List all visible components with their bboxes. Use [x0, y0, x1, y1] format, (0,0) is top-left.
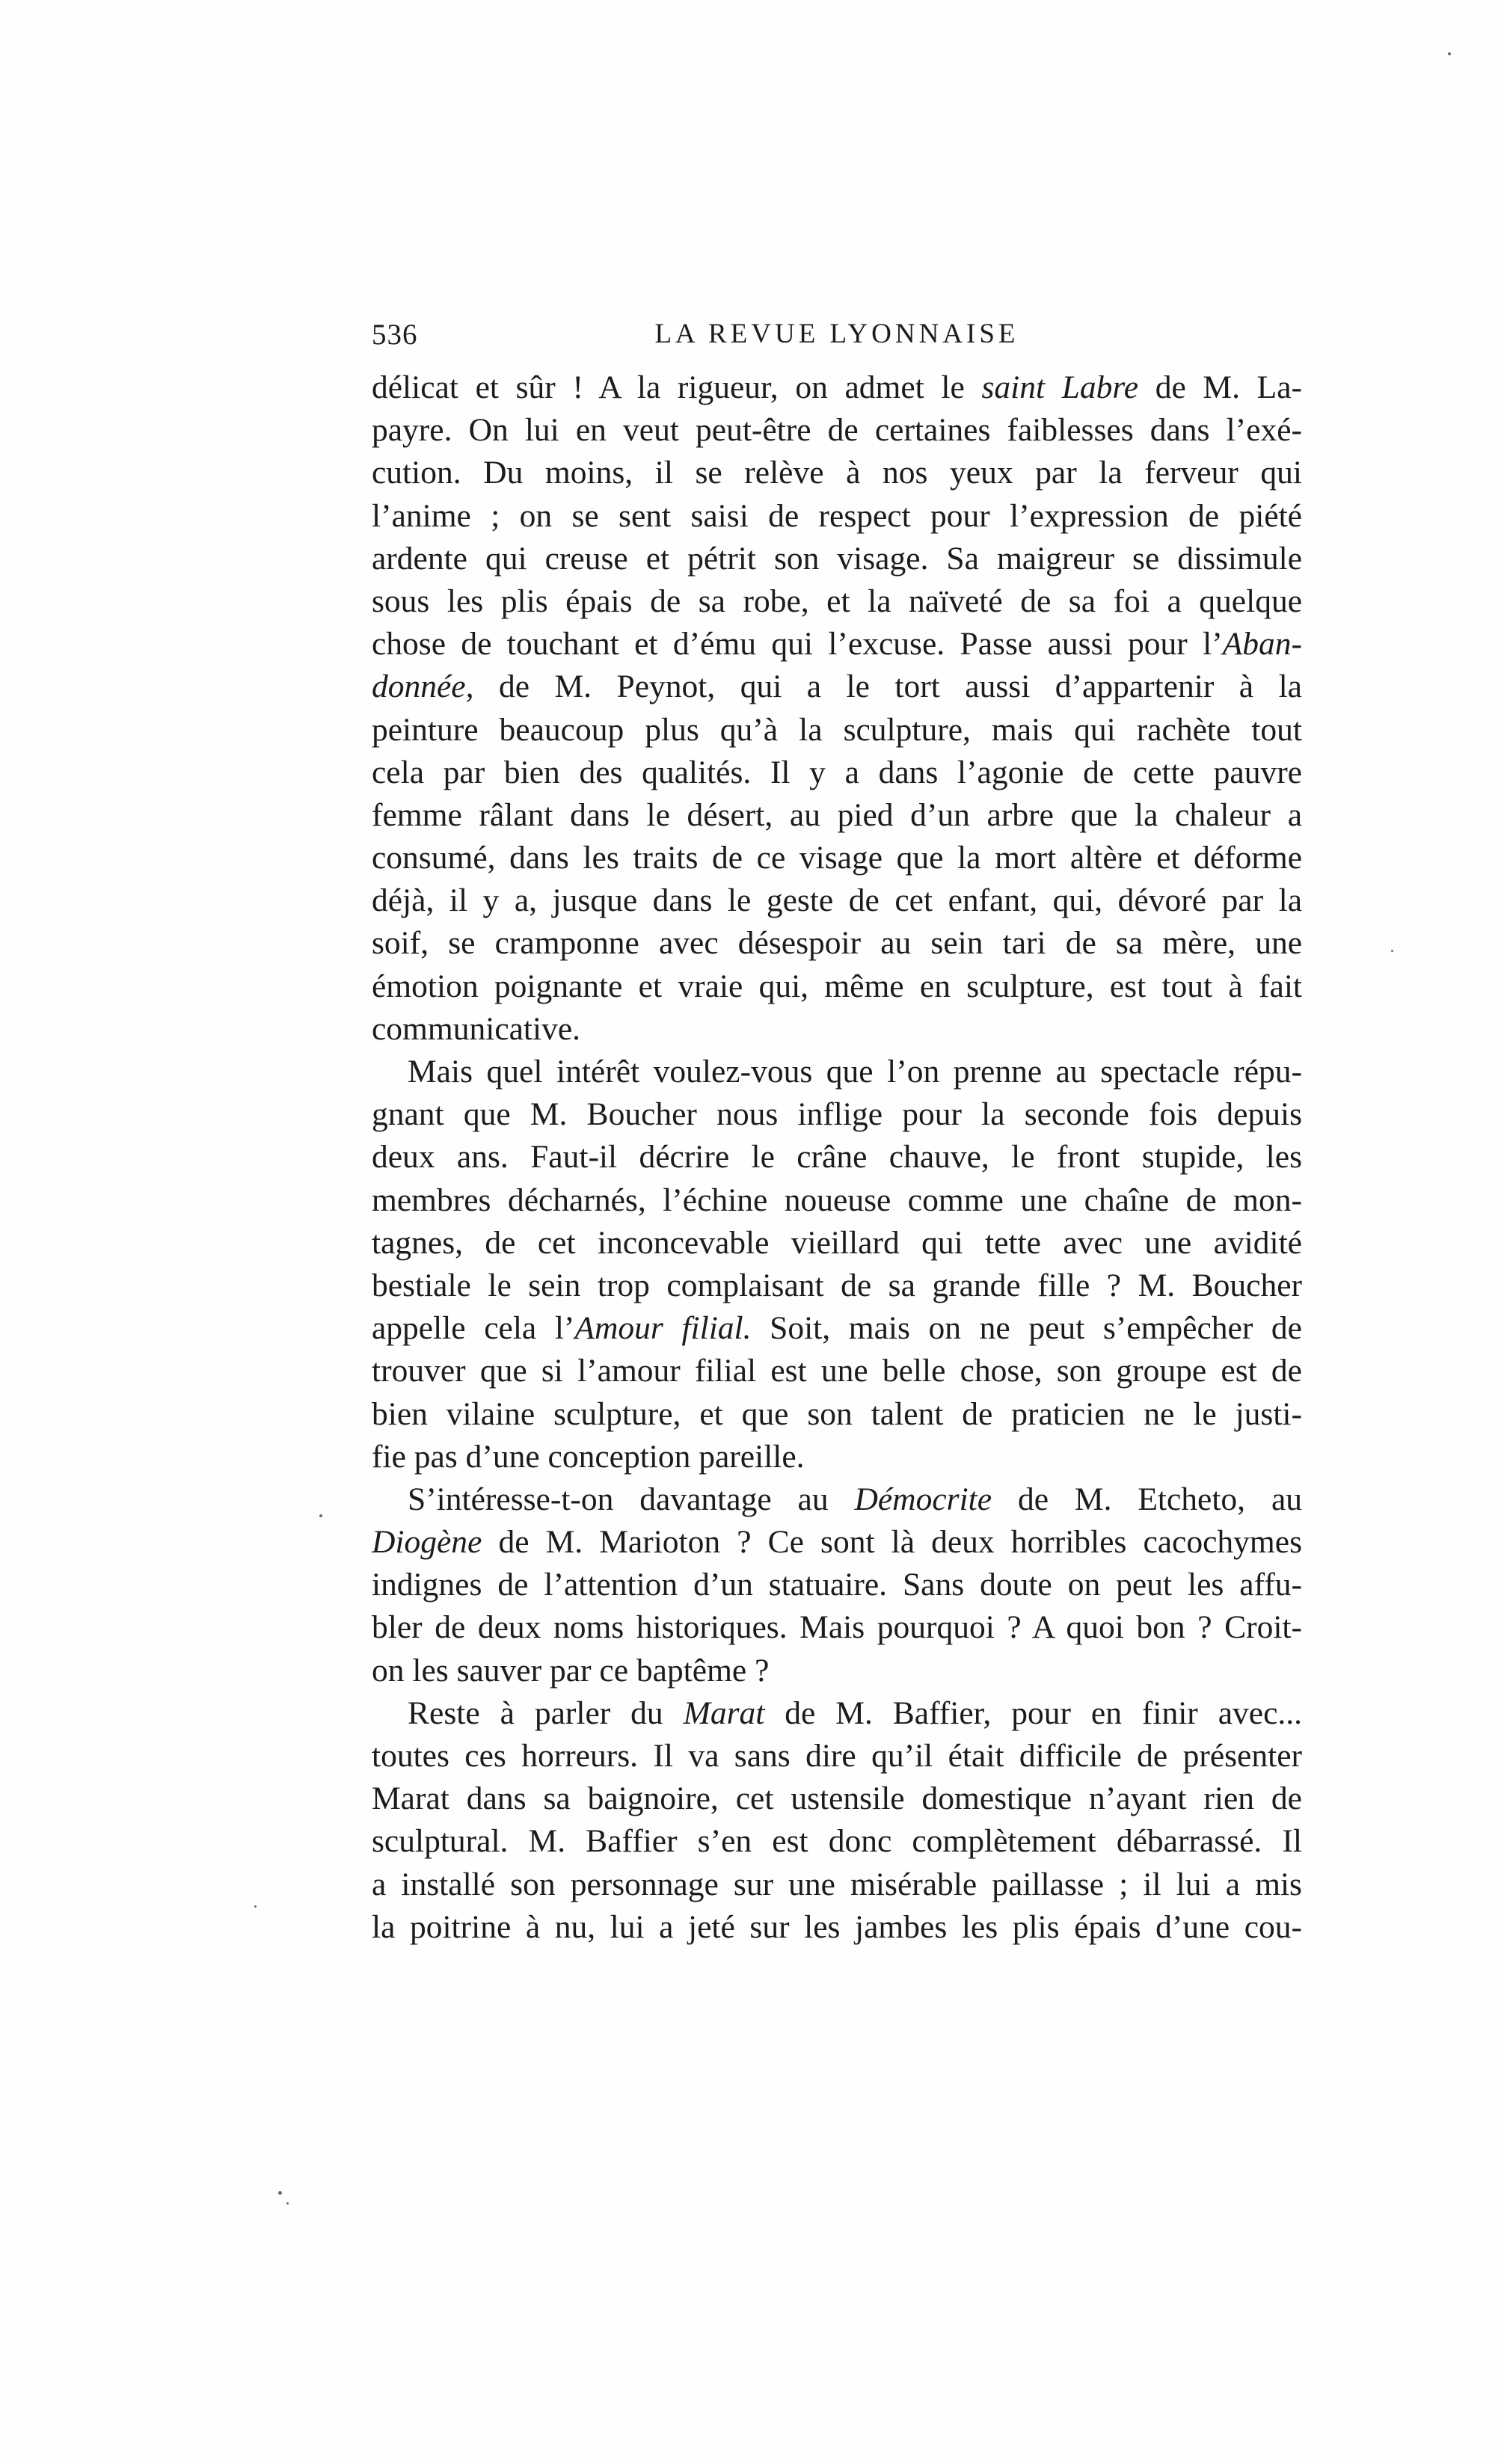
text-line: [372, 1350, 1302, 1392]
journal-title: LA REVUE LYONNAISE: [654, 319, 1019, 349]
text-run: sous les plis épais de sa robe, et la naïveté de sa foi a quelque: [372, 583, 1302, 619]
text-line: [372, 752, 1302, 794]
text-run: trouver que si l’amour filial est une belle chose, son groupe est de: [372, 1353, 1302, 1389]
text-run: déjà, il y a, jusque dans le geste de cet enfant, qui, dévoré par la: [372, 882, 1302, 919]
text-run: la poitrine à nu, lui a jeté sur les jambes les plis épais d’une cou-: [372, 1908, 1302, 1945]
text-run: bler de deux noms historiques. Mais pourquoi ? A quoi bon ? Croit-: [372, 1609, 1302, 1646]
text-line: [372, 580, 1302, 623]
text-line: [372, 495, 1302, 538]
text-line: [372, 922, 1302, 965]
text-run: de M. Peynot, qui a le tort aussi d’appartenir à la: [473, 669, 1302, 705]
text-run: toutes ces horreurs. Il va sans dire qu’il était difficile de présenter: [372, 1738, 1302, 1774]
text-line: [372, 1179, 1302, 1222]
text-line: [372, 666, 1302, 708]
italic-title: Amour filial.: [574, 1310, 752, 1347]
scan-speck: [1391, 950, 1393, 952]
page-number: 536: [372, 319, 418, 351]
scan-speck: [319, 1514, 322, 1517]
text-line: [372, 879, 1302, 922]
text-run: membres décharnés, l’échine noueuse comme une chaîne de mon-: [372, 1182, 1302, 1218]
text-line: [372, 366, 1302, 409]
text-run: Reste à parler du: [408, 1695, 684, 1731]
text-run: de M. Baffier, pour en finir avec...: [764, 1695, 1302, 1731]
text-run: tagnes, de cet inconcevable vieillard qui tette avec une avidité: [372, 1224, 1302, 1261]
text-line: [372, 1606, 1302, 1649]
scan-speck: [278, 2191, 282, 2195]
text-line: [372, 1735, 1302, 1778]
text-run: bestiale le sein trop complaisant de sa grande fille ? M. Boucher: [372, 1267, 1302, 1303]
text-run: fie pas d’une conception pareille.: [372, 1438, 805, 1475]
italic-title: saint Labre: [981, 369, 1139, 405]
text-line: [372, 965, 1302, 1008]
text-run: peinture beaucoup plus qu’à la sculpture, mais qui rachète tout: [372, 711, 1302, 748]
running-head: [372, 318, 1302, 363]
text-line: [372, 409, 1302, 452]
text-line: [372, 1778, 1302, 1820]
text-run: délicat et sûr ! A la rigueur, on admet le: [372, 369, 982, 405]
text-line: [372, 1393, 1302, 1436]
text-line: [372, 1650, 1302, 1692]
text-run: de M. La-: [1138, 369, 1302, 405]
text-line: [372, 452, 1302, 494]
text-line: [372, 1564, 1302, 1606]
text-line: [372, 709, 1302, 752]
text-line: [372, 1521, 1302, 1564]
text-line: [372, 1307, 1302, 1350]
text-run: ardente qui creuse et pétrit son visage. Sa maigreur se dissimule: [372, 540, 1302, 577]
text-run: indignes de l’attention d’un statuaire. Sans doute on peut les affu-: [372, 1567, 1302, 1603]
scan-speck: [254, 1905, 257, 1908]
text-run: appelle cela l’: [372, 1310, 575, 1347]
text-line: [372, 1136, 1302, 1179]
text-line: [372, 538, 1302, 580]
text-run: a installé son personnage sur une misérable paillasse ; il lui a mis: [372, 1866, 1302, 1902]
text-line: [372, 1692, 1302, 1735]
body-text: [372, 366, 1302, 1949]
text-run: bien vilaine sculpture, et que son talent de praticien ne le justi-: [372, 1395, 1302, 1432]
italic-title: Aban-: [1222, 626, 1302, 663]
text-run: de M. Marioton ? Ce sont là deux horribles cacochymes: [482, 1524, 1302, 1561]
text-run: cution. Du moins, il se relève à nos yeux par la ferveur qui: [372, 455, 1302, 491]
text-line: [372, 1222, 1302, 1265]
text-run: on les sauver par ce baptême ?: [372, 1652, 770, 1689]
text-run: S’intéresse-t-on davantage au: [408, 1481, 855, 1517]
text-run: cela par bien des qualités. Il y a dans l’agonie de cette pauvre: [372, 754, 1302, 790]
text-line: [372, 623, 1302, 666]
text-run: communicative.: [372, 1010, 581, 1047]
text-run: Mais quel intérêt voulez-vous que l’on prenne au spectacle répu-: [408, 1054, 1302, 1090]
text-run: Soit, mais on ne peut s’empêcher de: [751, 1310, 1302, 1347]
text-run: de M. Etcheto, au: [992, 1481, 1302, 1517]
text-line: [372, 1265, 1302, 1307]
text-line: [372, 1906, 1302, 1949]
text-line: [372, 1008, 1302, 1051]
italic-title: Marat: [683, 1695, 765, 1731]
text-run: émotion poignante et vraie qui, même en sculpture, est tout à fait: [372, 968, 1302, 1004]
text-line: [372, 1051, 1302, 1093]
text-run: Marat dans sa baignoire, cet ustensile domestique n’ayant rien de: [372, 1781, 1302, 1817]
italic-title: Diogène: [372, 1524, 482, 1561]
text-line: [372, 1436, 1302, 1478]
text-run: sculptural. M. Baffier s’en est donc complètement débarrassé. Il: [372, 1823, 1302, 1860]
text-run: l’anime ; on se sent saisi de respect pour l’expression de piété: [372, 497, 1302, 534]
text-run: payre. On lui en veut peut-être de certaines faiblesses dans l’exé-: [372, 412, 1302, 449]
text-line: [372, 1864, 1302, 1906]
text-run: chose de touchant et d’ému qui l’excuse. Passe aussi pour l’: [372, 626, 1223, 663]
text-run: consumé, dans les traits de ce visage que la mort altère et déforme: [372, 840, 1302, 876]
italic-title: Démocrite: [854, 1481, 992, 1517]
text-line: [372, 1820, 1302, 1863]
text-line: [372, 1093, 1302, 1136]
text-run: soif, se cramponne avec désespoir au sein tari de sa mère, une: [372, 925, 1302, 962]
scan-speck: [286, 2202, 289, 2205]
text-run: deux ans. Faut-il décrire le crâne chauve, le front stupide, les: [372, 1139, 1302, 1176]
italic-title: donnée,: [372, 669, 474, 705]
text-run: femme râlant dans le désert, au pied d’un arbre que la chaleur a: [372, 796, 1302, 833]
text-line: [372, 1478, 1302, 1521]
text-line: [372, 837, 1302, 879]
scan-speck: [1448, 52, 1451, 55]
text-line: [372, 794, 1302, 837]
text-run: gnant que M. Boucher nous inflige pour la seconde fois depuis: [372, 1096, 1302, 1133]
